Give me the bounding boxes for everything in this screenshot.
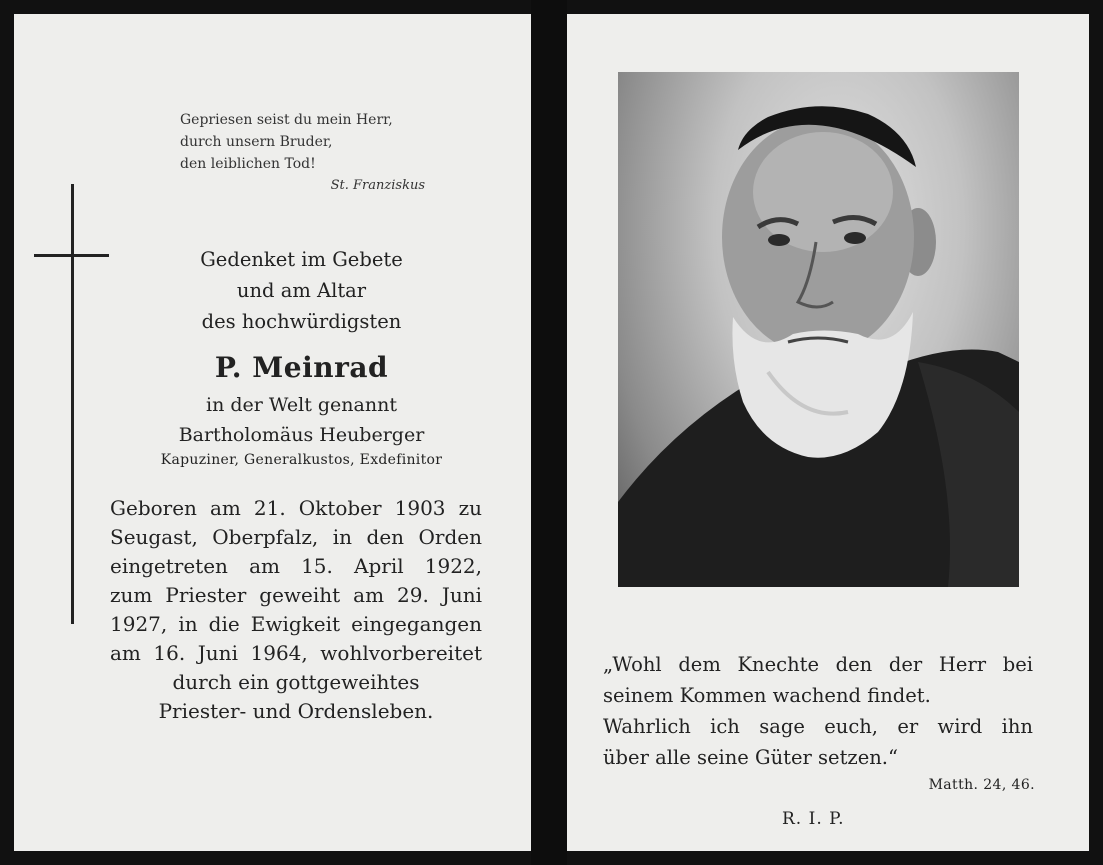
- motto-quote: [180, 109, 425, 197]
- motto-line: durch unsern Bruder,: [180, 134, 333, 150]
- cross-icon-bar: [34, 254, 109, 257]
- right-card-page: [567, 14, 1089, 851]
- card-fold-spine: [531, 0, 567, 865]
- intro-text: [124, 244, 479, 337]
- intro-line: und am Altar: [236, 279, 367, 302]
- scripture-quote: [603, 649, 1033, 773]
- rip-text: R. I. P.: [782, 809, 845, 829]
- bio-line: Geboren am 21. Oktober 1903 zu: [110, 496, 482, 520]
- intro-line: des hochwürdigsten: [201, 310, 402, 333]
- bio-line: durch ein gottgeweihtes: [172, 670, 420, 694]
- world-name-line: Bartholomäus Heuberger: [178, 424, 425, 446]
- biography: [110, 494, 482, 726]
- bio-line: Seugast, Oberpfalz, in den Orden: [110, 525, 482, 549]
- quote-line: seinem Kommen wachend findet.: [603, 684, 931, 707]
- deceased-name: P. Meinrad: [214, 351, 389, 384]
- bio-line: 1927, in die Ewigkeit eingegangen: [110, 612, 482, 636]
- motto-line: Gepriesen seist du mein Herr,: [180, 112, 393, 128]
- quote-line: Wahrlich ich sage euch, er wird ihn: [603, 715, 1033, 738]
- bio-line: zum Priester geweiht am 29. Juni: [110, 583, 482, 607]
- portrait-photo: [618, 72, 1019, 587]
- bio-line: Priester- und Ordensleben.: [158, 699, 434, 723]
- quote-line: „Wohl dem Knechte den der Herr bei: [603, 653, 1033, 676]
- quote-line: über alle seine Güter setzen.“: [603, 746, 898, 769]
- world-name-line: in der Welt genannt: [206, 394, 397, 416]
- bio-line: am 16. Juni 1964, wohlvorbereitet: [110, 641, 482, 665]
- cross-icon: [71, 184, 74, 624]
- scripture-reference: Matth. 24, 46.: [928, 777, 1035, 793]
- bio-line: eingetreten am 15. April 1922,: [110, 554, 482, 578]
- titles-line: Kapuziner, Generalkustos, Exdefinitor: [160, 452, 443, 468]
- motto-line: den leiblichen Tod!: [180, 156, 316, 172]
- world-name: [124, 390, 479, 450]
- intro-line: Gedenket im Gebete: [200, 248, 403, 271]
- left-card-page: [14, 14, 531, 851]
- motto-attribution: St. Franziskus: [330, 178, 425, 193]
- portrait-illustration: [618, 72, 1019, 587]
